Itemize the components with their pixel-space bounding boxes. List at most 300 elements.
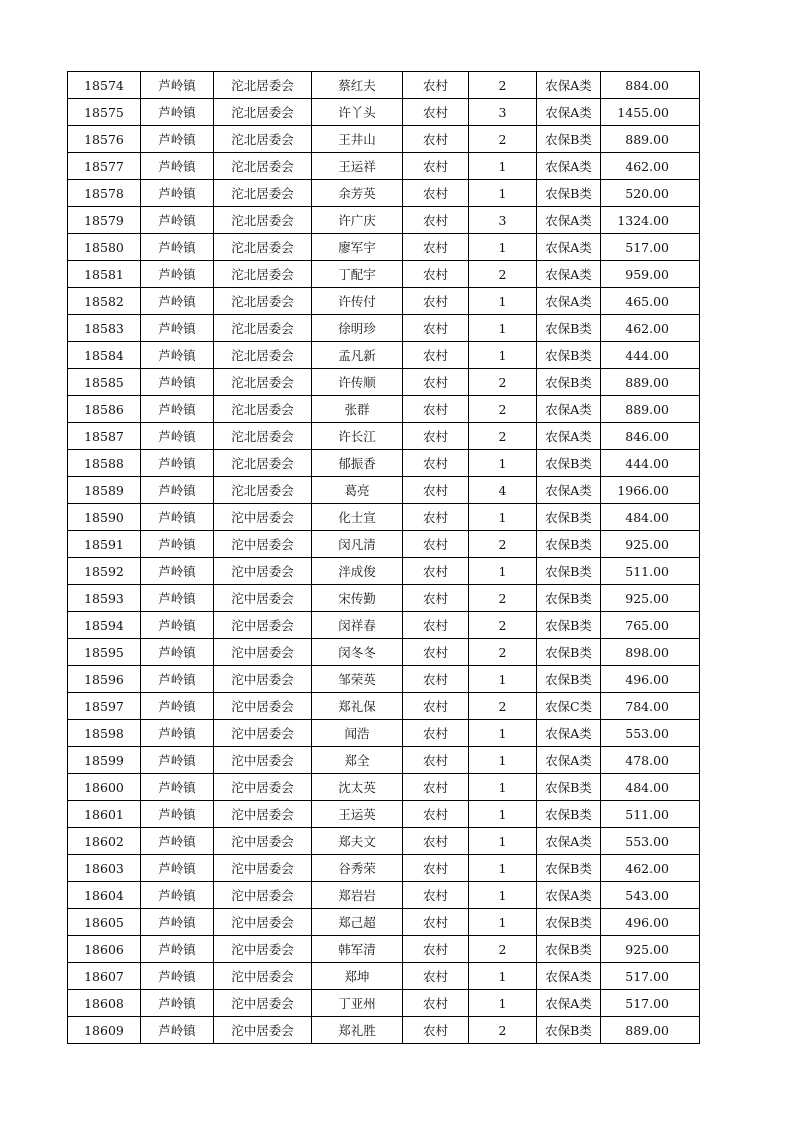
town-cell: 芦岭镇 (141, 774, 214, 801)
amount-cell: 925.00 (601, 531, 700, 558)
town-cell: 芦岭镇 (141, 1017, 214, 1044)
record-id-cell: 18574 (68, 72, 141, 99)
record-id-cell: 18597 (68, 693, 141, 720)
area-type-cell: 农村 (403, 612, 469, 639)
town-cell: 芦岭镇 (141, 612, 214, 639)
area-type-cell: 农村 (403, 234, 469, 261)
town-cell: 芦岭镇 (141, 153, 214, 180)
town-cell: 芦岭镇 (141, 963, 214, 990)
amount-cell: 462.00 (601, 315, 700, 342)
committee-cell: 沱北居委会 (214, 342, 312, 369)
member-count-cell: 2 (469, 396, 537, 423)
town-cell: 芦岭镇 (141, 531, 214, 558)
town-cell: 芦岭镇 (141, 450, 214, 477)
table-row (68, 234, 700, 261)
member-count-cell: 2 (469, 126, 537, 153)
member-count-cell: 2 (469, 639, 537, 666)
table-row (68, 261, 700, 288)
town-cell: 芦岭镇 (141, 558, 214, 585)
town-cell: 芦岭镇 (141, 909, 214, 936)
table-row (68, 477, 700, 504)
record-id-cell: 18600 (68, 774, 141, 801)
member-count-cell: 2 (469, 531, 537, 558)
committee-cell: 沱中居委会 (214, 558, 312, 585)
category-cell: 农保B类 (537, 558, 601, 585)
area-type-cell: 农村 (403, 153, 469, 180)
category-cell: 农保A类 (537, 288, 601, 315)
committee-cell: 沱北居委会 (214, 99, 312, 126)
category-cell: 农保B类 (537, 180, 601, 207)
town-cell: 芦岭镇 (141, 720, 214, 747)
name-cell: 邹荣英 (312, 666, 403, 693)
town-cell: 芦岭镇 (141, 396, 214, 423)
amount-cell: 898.00 (601, 639, 700, 666)
category-cell: 农保A类 (537, 261, 601, 288)
amount-cell: 517.00 (601, 963, 700, 990)
area-type-cell: 农村 (403, 774, 469, 801)
name-cell: 郑坤 (312, 963, 403, 990)
committee-cell: 沱北居委会 (214, 423, 312, 450)
table-row (68, 315, 700, 342)
town-cell: 芦岭镇 (141, 855, 214, 882)
amount-cell: 444.00 (601, 450, 700, 477)
area-type-cell: 农村 (403, 855, 469, 882)
table-row (68, 396, 700, 423)
amount-cell: 465.00 (601, 288, 700, 315)
record-id-cell: 18584 (68, 342, 141, 369)
category-cell: 农保B类 (537, 369, 601, 396)
town-cell: 芦岭镇 (141, 288, 214, 315)
record-id-cell: 18579 (68, 207, 141, 234)
member-count-cell: 2 (469, 369, 537, 396)
record-id-cell: 18590 (68, 504, 141, 531)
record-id-cell: 18595 (68, 639, 141, 666)
committee-cell: 沱中居委会 (214, 801, 312, 828)
table-row (68, 639, 700, 666)
table-row (68, 288, 700, 315)
amount-cell: 462.00 (601, 153, 700, 180)
town-cell: 芦岭镇 (141, 342, 214, 369)
name-cell: 许长江 (312, 423, 403, 450)
category-cell: 农保B类 (537, 909, 601, 936)
name-cell: 闵凡清 (312, 531, 403, 558)
record-id-cell: 18582 (68, 288, 141, 315)
record-id-cell: 18604 (68, 882, 141, 909)
record-id-cell: 18578 (68, 180, 141, 207)
town-cell: 芦岭镇 (141, 423, 214, 450)
area-type-cell: 农村 (403, 396, 469, 423)
member-count-cell: 1 (469, 180, 537, 207)
amount-cell: 889.00 (601, 396, 700, 423)
area-type-cell: 农村 (403, 423, 469, 450)
member-count-cell: 1 (469, 909, 537, 936)
area-type-cell: 农村 (403, 261, 469, 288)
name-cell: 泮成俊 (312, 558, 403, 585)
table-row (68, 747, 700, 774)
committee-cell: 沱中居委会 (214, 666, 312, 693)
amount-cell: 496.00 (601, 909, 700, 936)
name-cell: 郑礼胜 (312, 1017, 403, 1044)
committee-cell: 沱北居委会 (214, 396, 312, 423)
category-cell: 农保B类 (537, 666, 601, 693)
area-type-cell: 农村 (403, 99, 469, 126)
name-cell: 许广庆 (312, 207, 403, 234)
town-cell: 芦岭镇 (141, 72, 214, 99)
town-cell: 芦岭镇 (141, 747, 214, 774)
committee-cell: 沱中居委会 (214, 720, 312, 747)
member-count-cell: 2 (469, 261, 537, 288)
area-type-cell: 农村 (403, 504, 469, 531)
name-cell: 郑夫文 (312, 828, 403, 855)
record-id-cell: 18583 (68, 315, 141, 342)
area-type-cell: 农村 (403, 531, 469, 558)
member-count-cell: 1 (469, 774, 537, 801)
category-cell: 农保A类 (537, 990, 601, 1017)
committee-cell: 沱中居委会 (214, 639, 312, 666)
category-cell: 农保B类 (537, 585, 601, 612)
town-cell: 芦岭镇 (141, 666, 214, 693)
town-cell: 芦岭镇 (141, 639, 214, 666)
name-cell: 闵祥春 (312, 612, 403, 639)
member-count-cell: 2 (469, 936, 537, 963)
committee-cell: 沱北居委会 (214, 234, 312, 261)
name-cell: 谷秀荣 (312, 855, 403, 882)
name-cell: 许传顺 (312, 369, 403, 396)
member-count-cell: 4 (469, 477, 537, 504)
name-cell: 葛亮 (312, 477, 403, 504)
area-type-cell: 农村 (403, 801, 469, 828)
area-type-cell: 农村 (403, 936, 469, 963)
record-id-cell: 18601 (68, 801, 141, 828)
town-cell: 芦岭镇 (141, 585, 214, 612)
record-id-cell: 18592 (68, 558, 141, 585)
record-id-cell: 18576 (68, 126, 141, 153)
area-type-cell: 农村 (403, 126, 469, 153)
committee-cell: 沱中居委会 (214, 936, 312, 963)
committee-cell: 沱中居委会 (214, 774, 312, 801)
member-count-cell: 1 (469, 153, 537, 180)
town-cell: 芦岭镇 (141, 369, 214, 396)
name-cell: 廖军宇 (312, 234, 403, 261)
amount-cell: 511.00 (601, 801, 700, 828)
committee-cell: 沱中居委会 (214, 990, 312, 1017)
category-cell: 农保B类 (537, 639, 601, 666)
name-cell: 孟凡新 (312, 342, 403, 369)
name-cell: 郁振香 (312, 450, 403, 477)
committee-cell: 沱北居委会 (214, 180, 312, 207)
record-id-cell: 18606 (68, 936, 141, 963)
record-id-cell: 18598 (68, 720, 141, 747)
committee-cell: 沱北居委会 (214, 261, 312, 288)
member-count-cell: 1 (469, 450, 537, 477)
amount-cell: 784.00 (601, 693, 700, 720)
member-count-cell: 1 (469, 855, 537, 882)
record-id-cell: 18580 (68, 234, 141, 261)
table-row (68, 558, 700, 585)
table-row (68, 342, 700, 369)
amount-cell: 553.00 (601, 828, 700, 855)
category-cell: 农保A类 (537, 396, 601, 423)
town-cell: 芦岭镇 (141, 801, 214, 828)
table-row (68, 126, 700, 153)
table-row (68, 504, 700, 531)
committee-cell: 沱中居委会 (214, 531, 312, 558)
category-cell: 农保A类 (537, 153, 601, 180)
record-id-cell: 18609 (68, 1017, 141, 1044)
name-cell: 徐明珍 (312, 315, 403, 342)
amount-cell: 517.00 (601, 990, 700, 1017)
member-count-cell: 1 (469, 504, 537, 531)
member-count-cell: 1 (469, 720, 537, 747)
amount-cell: 484.00 (601, 774, 700, 801)
record-id-cell: 18603 (68, 855, 141, 882)
amount-cell: 1966.00 (601, 477, 700, 504)
member-count-cell: 1 (469, 747, 537, 774)
area-type-cell: 农村 (403, 342, 469, 369)
category-cell: 农保A类 (537, 963, 601, 990)
town-cell: 芦岭镇 (141, 936, 214, 963)
name-cell: 王运祥 (312, 153, 403, 180)
table-row (68, 693, 700, 720)
amount-cell: 884.00 (601, 72, 700, 99)
category-cell: 农保B类 (537, 126, 601, 153)
amount-cell: 478.00 (601, 747, 700, 774)
amount-cell: 925.00 (601, 936, 700, 963)
committee-cell: 沱中居委会 (214, 585, 312, 612)
category-cell: 农保A类 (537, 423, 601, 450)
committee-cell: 沱中居委会 (214, 828, 312, 855)
record-id-cell: 18608 (68, 990, 141, 1017)
table-row (68, 207, 700, 234)
committee-cell: 沱北居委会 (214, 288, 312, 315)
area-type-cell: 农村 (403, 882, 469, 909)
amount-cell: 925.00 (601, 585, 700, 612)
name-cell: 余芳英 (312, 180, 403, 207)
area-type-cell: 农村 (403, 909, 469, 936)
committee-cell: 沱北居委会 (214, 72, 312, 99)
member-count-cell: 3 (469, 207, 537, 234)
committee-cell: 沱中居委会 (214, 504, 312, 531)
area-type-cell: 农村 (403, 693, 469, 720)
table-row (68, 1017, 700, 1044)
area-type-cell: 农村 (403, 990, 469, 1017)
table-row (68, 936, 700, 963)
name-cell: 宋传勤 (312, 585, 403, 612)
town-cell: 芦岭镇 (141, 828, 214, 855)
member-count-cell: 3 (469, 99, 537, 126)
amount-cell: 1324.00 (601, 207, 700, 234)
record-id-cell: 18596 (68, 666, 141, 693)
committee-cell: 沱中居委会 (214, 1017, 312, 1044)
member-count-cell: 1 (469, 990, 537, 1017)
area-type-cell: 农村 (403, 369, 469, 396)
member-count-cell: 2 (469, 423, 537, 450)
amount-cell: 959.00 (601, 261, 700, 288)
category-cell: 农保B类 (537, 855, 601, 882)
amount-cell: 496.00 (601, 666, 700, 693)
member-count-cell: 2 (469, 1017, 537, 1044)
area-type-cell: 农村 (403, 315, 469, 342)
category-cell: 农保A类 (537, 828, 601, 855)
category-cell: 农保B类 (537, 1017, 601, 1044)
amount-cell: 520.00 (601, 180, 700, 207)
category-cell: 农保C类 (537, 693, 601, 720)
name-cell: 张群 (312, 396, 403, 423)
amount-cell: 553.00 (601, 720, 700, 747)
name-cell: 闵冬冬 (312, 639, 403, 666)
town-cell: 芦岭镇 (141, 315, 214, 342)
town-cell: 芦岭镇 (141, 207, 214, 234)
table-row (68, 855, 700, 882)
category-cell: 农保A类 (537, 720, 601, 747)
name-cell: 王井山 (312, 126, 403, 153)
category-cell: 农保B类 (537, 801, 601, 828)
member-count-cell: 2 (469, 72, 537, 99)
category-cell: 农保A类 (537, 207, 601, 234)
category-cell: 农保B类 (537, 774, 601, 801)
table-row (68, 531, 700, 558)
category-cell: 农保A类 (537, 72, 601, 99)
committee-cell: 沱北居委会 (214, 207, 312, 234)
member-count-cell: 2 (469, 612, 537, 639)
name-cell: 丁亚州 (312, 990, 403, 1017)
area-type-cell: 农村 (403, 828, 469, 855)
record-id-cell: 18593 (68, 585, 141, 612)
name-cell: 闻浩 (312, 720, 403, 747)
committee-cell: 沱北居委会 (214, 369, 312, 396)
town-cell: 芦岭镇 (141, 126, 214, 153)
committee-cell: 沱中居委会 (214, 747, 312, 774)
committee-cell: 沱北居委会 (214, 153, 312, 180)
member-count-cell: 1 (469, 315, 537, 342)
category-cell: 农保B类 (537, 342, 601, 369)
table-row (68, 990, 700, 1017)
name-cell: 化士宣 (312, 504, 403, 531)
category-cell: 农保A类 (537, 477, 601, 504)
committee-cell: 沱中居委会 (214, 855, 312, 882)
name-cell: 蔡红夫 (312, 72, 403, 99)
record-id-cell: 18602 (68, 828, 141, 855)
category-cell: 农保B类 (537, 504, 601, 531)
committee-cell: 沱中居委会 (214, 612, 312, 639)
area-type-cell: 农村 (403, 180, 469, 207)
committee-cell: 沱中居委会 (214, 882, 312, 909)
table-row (68, 423, 700, 450)
category-cell: 农保A类 (537, 234, 601, 261)
record-id-cell: 18581 (68, 261, 141, 288)
name-cell: 许丫头 (312, 99, 403, 126)
table-row (68, 909, 700, 936)
beneficiary-table (67, 71, 700, 1044)
record-id-cell: 18599 (68, 747, 141, 774)
amount-cell: 765.00 (601, 612, 700, 639)
amount-cell: 846.00 (601, 423, 700, 450)
table-row (68, 828, 700, 855)
name-cell: 郑全 (312, 747, 403, 774)
member-count-cell: 1 (469, 558, 537, 585)
name-cell: 郑礼保 (312, 693, 403, 720)
table-row (68, 774, 700, 801)
member-count-cell: 1 (469, 234, 537, 261)
amount-cell: 462.00 (601, 855, 700, 882)
town-cell: 芦岭镇 (141, 504, 214, 531)
committee-cell: 沱北居委会 (214, 126, 312, 153)
category-cell: 农保B类 (537, 612, 601, 639)
table-row (68, 666, 700, 693)
table-row (68, 369, 700, 396)
amount-cell: 484.00 (601, 504, 700, 531)
table-body (68, 72, 700, 1044)
town-cell: 芦岭镇 (141, 693, 214, 720)
amount-cell: 517.00 (601, 234, 700, 261)
record-id-cell: 18594 (68, 612, 141, 639)
committee-cell: 沱北居委会 (214, 450, 312, 477)
area-type-cell: 农村 (403, 666, 469, 693)
area-type-cell: 农村 (403, 207, 469, 234)
amount-cell: 444.00 (601, 342, 700, 369)
member-count-cell: 1 (469, 666, 537, 693)
committee-cell: 沱中居委会 (214, 963, 312, 990)
committee-cell: 沱中居委会 (214, 693, 312, 720)
table-row (68, 882, 700, 909)
category-cell: 农保A类 (537, 99, 601, 126)
amount-cell: 889.00 (601, 369, 700, 396)
amount-cell: 511.00 (601, 558, 700, 585)
name-cell: 韩军清 (312, 936, 403, 963)
area-type-cell: 农村 (403, 1017, 469, 1044)
record-id-cell: 18591 (68, 531, 141, 558)
record-id-cell: 18585 (68, 369, 141, 396)
record-id-cell: 18605 (68, 909, 141, 936)
town-cell: 芦岭镇 (141, 180, 214, 207)
amount-cell: 1455.00 (601, 99, 700, 126)
committee-cell: 沱北居委会 (214, 477, 312, 504)
town-cell: 芦岭镇 (141, 234, 214, 261)
area-type-cell: 农村 (403, 639, 469, 666)
member-count-cell: 1 (469, 963, 537, 990)
record-id-cell: 18577 (68, 153, 141, 180)
category-cell: 农保A类 (537, 747, 601, 774)
amount-cell: 543.00 (601, 882, 700, 909)
table-row (68, 99, 700, 126)
member-count-cell: 2 (469, 585, 537, 612)
town-cell: 芦岭镇 (141, 261, 214, 288)
town-cell: 芦岭镇 (141, 882, 214, 909)
table-row (68, 450, 700, 477)
name-cell: 郑己超 (312, 909, 403, 936)
category-cell: 农保B类 (537, 450, 601, 477)
record-id-cell: 18587 (68, 423, 141, 450)
table-row (68, 180, 700, 207)
member-count-cell: 1 (469, 342, 537, 369)
member-count-cell: 1 (469, 288, 537, 315)
table-row (68, 801, 700, 828)
table-row (68, 963, 700, 990)
area-type-cell: 农村 (403, 963, 469, 990)
member-count-cell: 2 (469, 693, 537, 720)
area-type-cell: 农村 (403, 477, 469, 504)
name-cell: 沈太英 (312, 774, 403, 801)
category-cell: 农保B类 (537, 936, 601, 963)
table-row (68, 153, 700, 180)
record-id-cell: 18607 (68, 963, 141, 990)
record-id-cell: 18588 (68, 450, 141, 477)
category-cell: 农保A类 (537, 882, 601, 909)
table-row (68, 612, 700, 639)
table-row (68, 585, 700, 612)
committee-cell: 沱中居委会 (214, 909, 312, 936)
area-type-cell: 农村 (403, 450, 469, 477)
